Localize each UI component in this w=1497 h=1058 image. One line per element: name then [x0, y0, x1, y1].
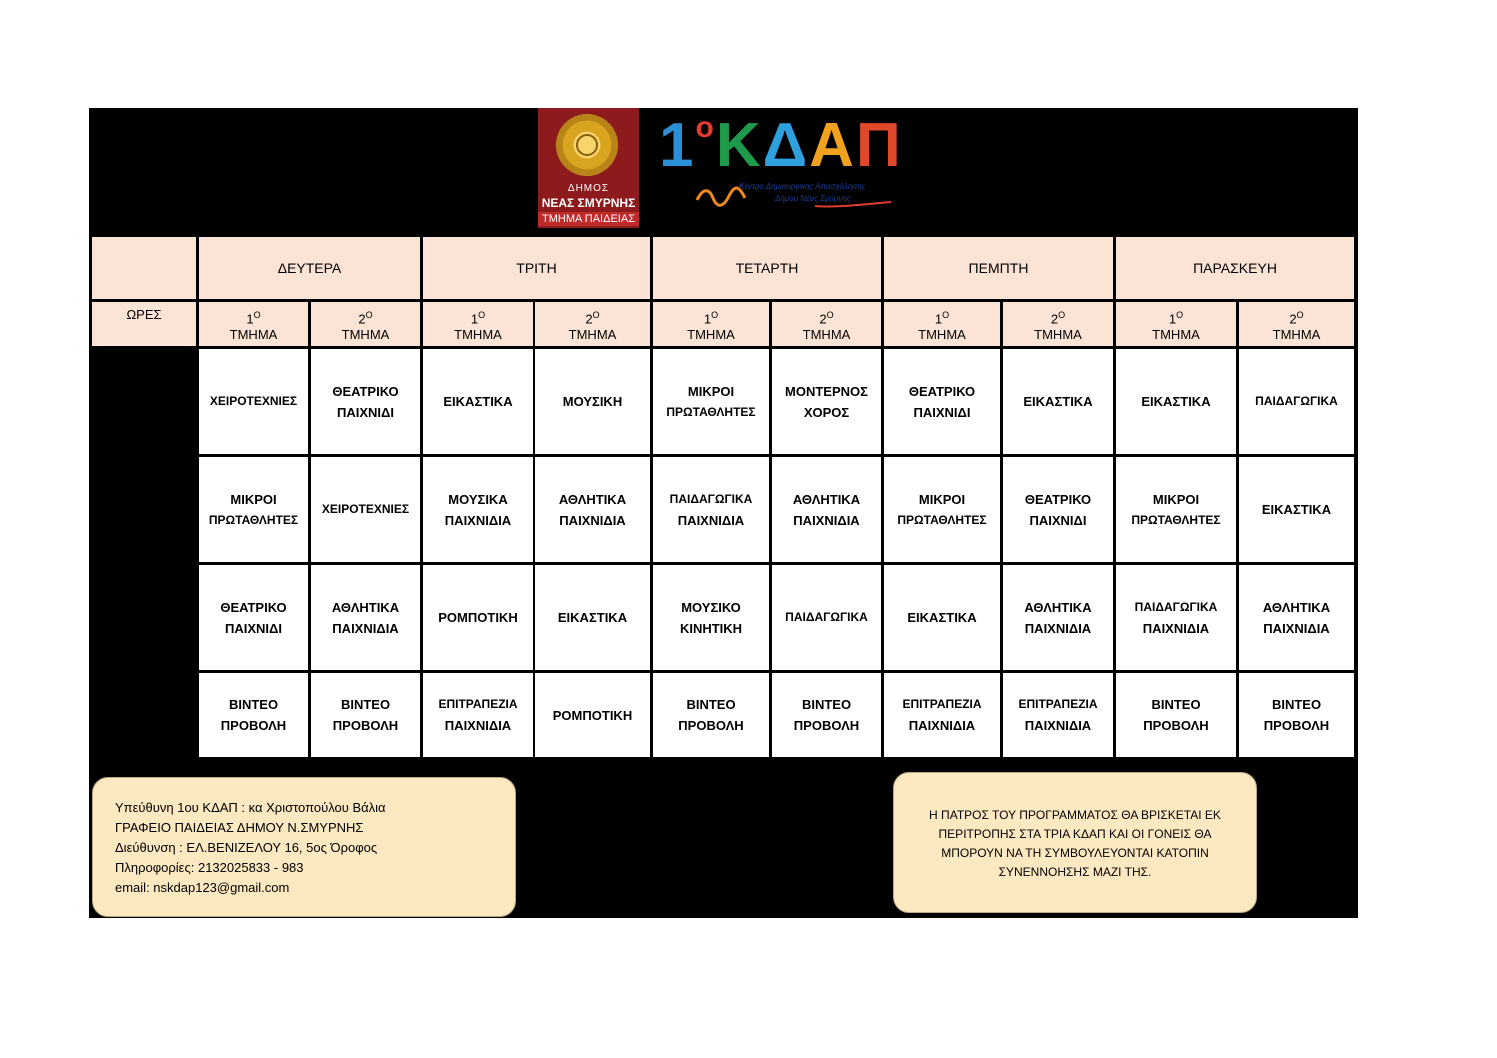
- section-number: $2^O$: [358, 310, 373, 327]
- section-number: $1^O$: [703, 310, 719, 327]
- activity-cell: [1239, 565, 1354, 670]
- kdap-logo-letter: Δ: [762, 111, 810, 180]
- kdap-logo-letter: Π: [855, 111, 903, 180]
- activity-cell: [884, 673, 1000, 757]
- activity-text: ΘΕΑΤΡΙΚΟ: [220, 599, 287, 615]
- note-line: ΜΠΟΡΟΥΝ ΝΑ ΤΗ ΣΥΜΒΟΥΛΕΥΟΝΤΑΙ ΚΑΤΟΠΙΝ: [941, 846, 1209, 860]
- section-label: ΤΜΗΜΑ: [1272, 326, 1321, 342]
- activity-text: ΡΟΜΠΟΤΙΚΗ: [438, 610, 518, 625]
- note-line: Η ΠΑΤΡΟΣ ΤΟΥ ΠΡΟΓΡΑΜΜΑΤΟΣ ΘΑ ΒΡΙΣΚΕΤΑΙ ΕΚ: [929, 808, 1221, 822]
- activity-text: ΕΠΙΤΡΑΠΕΖΙΑ: [438, 697, 518, 711]
- activity-cell: [653, 457, 769, 562]
- activity-cell: [423, 565, 533, 670]
- activity-text: ΘΕΑΤΡΙΚΟ: [332, 383, 399, 399]
- contact-line: Διεύθυνση : ΕΛ.ΒΕΝΙΖΕΛΟΥ 16, 5ος Όροφος: [115, 840, 378, 855]
- activity-cell: [535, 673, 650, 757]
- activity-text: ΠΑΙΔΑΓΩΓΙΚΑ: [1255, 394, 1338, 408]
- activity-text: ΠΑΙΔΑΓΩΓΙΚΑ: [669, 491, 753, 506]
- activity-text: ΕΙΚΑΣΤΙΚΑ: [1023, 394, 1093, 409]
- activity-text: ΧΕΙΡΟΤΕΧΝΙΕΣ: [321, 502, 410, 516]
- activity-cell: [884, 565, 1000, 670]
- activity-text: ΠΡΩΤΑΘΛΗΤΕΣ: [1131, 512, 1221, 527]
- section-label: ΤΜΗΜΑ: [454, 326, 502, 342]
- activity-cell: [1003, 457, 1113, 562]
- activity-text: ΠΑΙΧΝΙΔΙ: [1029, 512, 1087, 528]
- activity-text: ΜΙΚΡΟΙ: [687, 383, 735, 399]
- table-corner-cell: [92, 237, 196, 299]
- activity-cell: [1116, 349, 1236, 454]
- section-header: [423, 302, 533, 346]
- section-header: [1116, 302, 1236, 346]
- activity-text: ΜΟΥΣΙΚΑ: [448, 491, 508, 507]
- section-label: ΤΜΗΜΑ: [1034, 326, 1082, 342]
- activity-text: ΠΡΟΒΟΛΗ: [332, 718, 399, 733]
- activity-cell: [199, 349, 308, 454]
- activity-cell: [772, 673, 881, 757]
- activity-cell: [1239, 349, 1354, 454]
- section-number: $2^O$: [1289, 310, 1304, 327]
- logo-department-name: ΤΜΗΜΑ ΠΑΙΔΕΙΑΣ: [538, 212, 639, 226]
- activity-cell: [423, 457, 533, 562]
- activity-cell: [535, 457, 650, 562]
- logo-dimos-label: ΔΗΜΟΣ: [567, 183, 610, 194]
- activity-text: ΠΑΙΧΝΙΔΙΑ: [1142, 620, 1210, 636]
- activity-text: ΕΙΚΑΣΤΙΚΑ: [1141, 394, 1211, 409]
- logo-municipality-name: ΝΕΑΣ ΣΜΥΡΝΗΣ: [541, 196, 636, 210]
- activity-text: ΠΑΙΧΝΙΔΙΑ: [444, 718, 512, 733]
- activity-text: ΠΑΙΧΝΙΔΙΑ: [793, 512, 860, 528]
- activity-cell: [1239, 457, 1354, 562]
- section-header: [535, 302, 650, 346]
- day-header: ΤΕΤΑΡΤΗ: [653, 237, 881, 299]
- activity-text: ΘΕΑΤΡΙΚΟ: [1024, 491, 1092, 507]
- activity-cell: [199, 565, 308, 670]
- activity-text: ΠΡΟΒΟΛΗ: [793, 718, 860, 733]
- activity-text: ΜΟΥΣΙΚΟ: [681, 599, 741, 615]
- activity-text: ΚΙΝΗΤΙΚΗ: [679, 620, 743, 636]
- contact-line: Πληροφορίες: 2132025833 - 983: [115, 860, 304, 875]
- section-label: ΤΜΗΜΑ: [802, 326, 851, 342]
- activity-text: ΠΡΟΒΟΛΗ: [678, 718, 744, 733]
- activity-text: ΕΙΚΑΣΤΙΚΑ: [907, 610, 977, 625]
- program-note-box: [893, 772, 1257, 913]
- activity-text: ΡΟΜΠΟΤΙΚΗ: [552, 707, 633, 723]
- activity-text: ΜΟΥΣΙΚΗ: [562, 394, 623, 409]
- section-label: ΤΜΗΜΑ: [687, 326, 735, 342]
- activity-text: ΠΡΩΤΑΘΛΗΤΕΣ: [897, 512, 987, 527]
- day-header: ΔΕΥΤΕΡΑ: [199, 237, 420, 299]
- day-header: ΠΑΡΑΣΚΕΥΗ: [1116, 237, 1354, 299]
- activity-text: ΠΑΙΔΑΓΩΓΙΚΑ: [1134, 599, 1218, 614]
- section-label: ΤΜΗΜΑ: [341, 326, 390, 342]
- section-label: ΤΜΗΜΑ: [1152, 326, 1200, 342]
- kdap-logo-title: [659, 108, 903, 184]
- activity-text: ΘΕΑΤΡΙΚΟ: [908, 383, 976, 399]
- kdap-logo-letter: 1: [659, 111, 696, 180]
- activity-text: ΠΑΙΧΝΙΔΙ: [224, 620, 282, 636]
- activity-cell: [772, 457, 881, 562]
- activity-text: ΕΙΚΑΣΤΙΚΑ: [1261, 502, 1332, 517]
- activity-text: ΠΑΙΧΝΙΔΙΑ: [677, 512, 745, 528]
- note-line: ΠΕΡΙΤΡΟΠΗΣ ΣΤΑ ΤΡΙΑ ΚΔΑΠ ΚΑΙ ΟΙ ΓΟΝΕΙΣ ΘΑ: [938, 827, 1212, 841]
- section-header: [199, 302, 308, 346]
- activity-text: ΕΠΙΤΡΑΠΕΖΙΑ: [902, 697, 982, 711]
- activity-text: ΠΡΟΒΟΛΗ: [220, 718, 287, 733]
- activity-cell: [1116, 673, 1236, 757]
- contact-line: ΓΡΑΦΕΙΟ ΠΑΙΔΕΙΑΣ ΔΗΜΟΥ Ν.ΣΜΥΡΝΗΣ: [115, 820, 364, 835]
- kdap-logo-letter: Α: [809, 111, 856, 180]
- activity-text: ΠΑΙΧΝΙΔΙΑ: [908, 718, 976, 733]
- activity-cell: [1003, 673, 1113, 757]
- activity-text: ΒΙΝΤΕΟ: [1271, 697, 1322, 712]
- section-number: $2^O$: [1050, 310, 1066, 327]
- activity-cell: [535, 565, 650, 670]
- activity-cell: [653, 565, 769, 670]
- activity-text: ΑΘΛΗΤΙΚΑ: [1262, 599, 1331, 615]
- kdap-subtitle-line2: Δήμου Νέας Σμύρνης: [775, 194, 851, 203]
- activity-cell: [884, 457, 1000, 562]
- activity-text: ΠΑΙΧΝΙΔΙΑ: [444, 512, 512, 528]
- activity-text: ΠΡΩΤΑΘΛΗΤΕΣ: [666, 404, 756, 419]
- activity-text: ΜΙΚΡΟΙ: [230, 491, 277, 507]
- section-label: ΤΜΗΜΑ: [568, 326, 617, 342]
- activity-cell: [1239, 673, 1354, 757]
- activity-text: ΕΙΚΑΣΤΙΚΑ: [557, 610, 628, 625]
- activity-text: ΧΟΡΟΣ: [803, 404, 850, 420]
- section-number: $2^O$: [819, 310, 834, 327]
- hours-label: ΩΡΕΣ: [92, 302, 196, 346]
- activity-text: ΠΑΙΧΝΙΔΙ: [913, 404, 971, 420]
- activity-text: ΑΘΛΗΤΙΚΑ: [792, 491, 861, 507]
- section-number: $1^O$: [246, 310, 261, 327]
- activity-cell: [423, 673, 533, 757]
- section-header: [884, 302, 1000, 346]
- section-number: $1^O$: [934, 310, 950, 327]
- activity-text: ΠΡΟΒΟΛΗ: [1263, 718, 1330, 733]
- activity-text: ΠΑΙΔΑΓΩΓΙΚΑ: [785, 610, 868, 624]
- activity-cell: [311, 457, 420, 562]
- activity-cell: [311, 565, 420, 670]
- activity-text: ΑΘΛΗΤΙΚΑ: [331, 599, 400, 615]
- activity-cell: [653, 349, 769, 454]
- activity-text: ΕΙΚΑΣΤΙΚΑ: [443, 394, 513, 409]
- activity-cell: [1003, 349, 1113, 454]
- activity-text: ΑΘΛΗΤΙΚΑ: [558, 491, 627, 507]
- contact-info-box: [92, 777, 516, 917]
- activity-cell: [199, 673, 308, 757]
- activity-cell: [772, 349, 881, 454]
- municipality-seal-icon: [556, 114, 618, 176]
- section-label: ΤΜΗΜΑ: [229, 326, 278, 342]
- activity-text: ΠΑΙΧΝΙΔΙΑ: [1263, 620, 1330, 636]
- activity-cell: [535, 349, 650, 454]
- activity-cell: [423, 349, 533, 454]
- activity-cell: [1003, 565, 1113, 670]
- section-number: $1^O$: [470, 310, 486, 327]
- activity-cell: [1116, 457, 1236, 562]
- note-line: ΣΥΝΕΝΝΟΗΣΗΣ ΜΑΖΙ ΤΗΣ.: [998, 865, 1152, 879]
- activity-text: ΕΠΙΤΡΑΠΕΖΙΑ: [1018, 697, 1098, 711]
- contact-line: Υπεύθυνη 1ου ΚΔΑΠ : κα Χριστοπούλου Βάλια: [115, 800, 386, 815]
- section-number: $2^O$: [585, 310, 600, 327]
- section-header: [1239, 302, 1354, 346]
- activity-cell: [311, 673, 420, 757]
- activity-cell: [199, 457, 308, 562]
- kdap-logo: [655, 108, 903, 218]
- activity-text: ΜΙΚΡΟΙ: [918, 491, 966, 507]
- section-number: $1^O$: [1168, 310, 1184, 327]
- activity-cell: [653, 673, 769, 757]
- activity-cell: [772, 565, 881, 670]
- kdap-logo-letter: Κ: [715, 111, 763, 180]
- kdap-logo-letter: ο: [695, 111, 716, 144]
- section-header: [653, 302, 769, 346]
- kdap-subtitle-line1: Κέντρο Δημιουργικής Απασχόλησης: [739, 182, 866, 191]
- activity-text: ΠΑΙΧΝΙΔΙΑ: [332, 620, 399, 636]
- section-header: [311, 302, 420, 346]
- activity-text: ΠΑΙΧΝΙΔΙΑ: [559, 512, 626, 528]
- activity-text: ΒΙΝΤΕΟ: [801, 697, 852, 712]
- section-header: [1003, 302, 1113, 346]
- section-header: [772, 302, 881, 346]
- activity-text: ΠΑΙΧΝΙΔΙΑ: [1024, 620, 1092, 636]
- activity-text: ΠΡΟΒΟΛΗ: [1143, 718, 1209, 733]
- activity-text: ΜΙΚΡΟΙ: [1152, 491, 1200, 507]
- contact-email: email: nskdap123@gmail.com: [115, 880, 290, 895]
- activity-text: ΒΙΝΤΕΟ: [340, 697, 391, 712]
- activity-cell: [1116, 565, 1236, 670]
- activity-text: ΠΑΙΧΝΙΔΙΑ: [1024, 718, 1092, 733]
- activity-text: ΒΙΝΤΕΟ: [686, 697, 736, 712]
- activity-text: ΒΙΝΤΕΟ: [1151, 697, 1201, 712]
- section-label: ΤΜΗΜΑ: [918, 326, 966, 342]
- activity-text: ΒΙΝΤΕΟ: [228, 697, 279, 712]
- activity-text: ΠΡΩΤΑΘΛΗΤΕΣ: [208, 512, 299, 527]
- activity-cell: [884, 349, 1000, 454]
- activity-text: ΧΕΙΡΟΤΕΧΝΙΕΣ: [209, 394, 298, 408]
- day-header: ΤΡΙΤΗ: [423, 237, 650, 299]
- day-header: ΠΕΜΠΤΗ: [884, 237, 1113, 299]
- activity-text: ΠΑΙΧΝΙΔΙ: [336, 404, 394, 420]
- activity-text: ΑΘΛΗΤΙΚΑ: [1024, 599, 1092, 615]
- municipality-logo: [538, 108, 639, 228]
- activity-text: ΜΟΝΤΕΡΝΟΣ: [785, 383, 868, 399]
- activity-cell: [311, 349, 420, 454]
